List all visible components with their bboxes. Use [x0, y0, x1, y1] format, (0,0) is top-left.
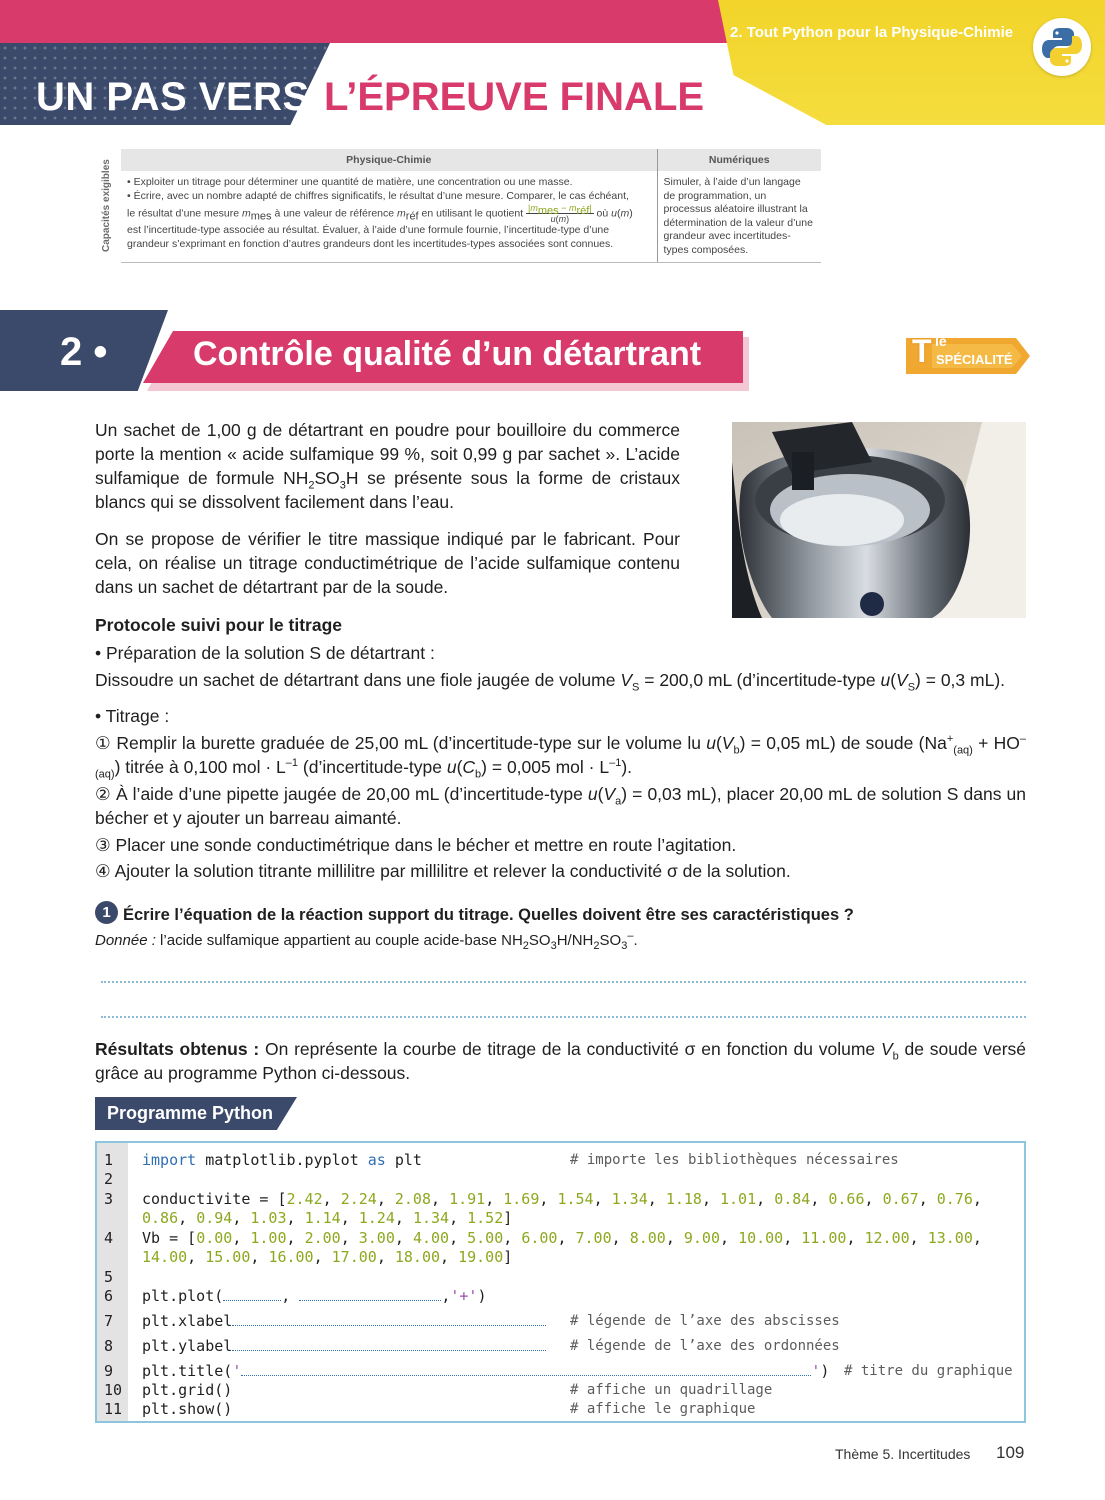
comment-title: # titre du graphique [844, 1363, 1013, 1379]
col-header-numeriques: Numériques [657, 149, 821, 171]
array-value: 1.00 [250, 1229, 287, 1247]
section-number: 2 • [60, 330, 108, 374]
array-value: 1.03 [250, 1209, 287, 1227]
quotient-formula: $\frac{|m_{mes} - m_{réf}|}{u(m)}$ [528, 203, 592, 224]
array-value: 3.00 [358, 1229, 395, 1247]
line-number: 3 [104, 1190, 114, 1208]
line-number: 11 [104, 1400, 123, 1418]
array-value: 8.00 [629, 1229, 666, 1247]
line-number: 7 [104, 1312, 114, 1330]
banner-title-right: L’ÉPREUVE FINALE [324, 75, 705, 119]
badge-t: T [912, 333, 932, 369]
question-donnee: Donnée : l’acide sulfamique appartient au couple acide-base $NH_2SO_3H/NH_2SO_3^-$. [95, 930, 638, 952]
cap-line-3: le résultat d’une mesure $m_{mes}$ à une valeur de référence $m_{réf}$ en utilisant le quotient $\frac{|m_{mes} - m_{réf}|}{u(m)}$ où u(m) [127, 203, 633, 224]
array-value: 0.76 [936, 1190, 973, 1208]
code-line-ylabel: plt.ylabel [142, 1337, 546, 1355]
array-value: 2.00 [304, 1229, 341, 1247]
comment-ylabel: # légende de l’axe des ordonnées [570, 1338, 840, 1354]
comment-show: # affiche le graphique [570, 1401, 756, 1417]
array-value: 0.84 [774, 1190, 811, 1208]
array-value: 6.00 [521, 1229, 558, 1247]
blank-plot-y[interactable] [299, 1289, 441, 1301]
comment-grid: # affiche un quadrillage [570, 1382, 773, 1398]
code-block [95, 1141, 1026, 1423]
array-value: 5.00 [467, 1229, 504, 1247]
blank-xlabel[interactable] [232, 1314, 546, 1326]
code-line-title: plt.title(' ') [142, 1362, 830, 1380]
prep-text: Dissoudre un sachet de détartrant dans une fiole jaugée de volume $V_S = 200,0$ mL (d’incertitude-type $u(V_S) = 0,3$ mL). [95, 670, 1006, 694]
intro-paragraph-1: Un sachet de 1,00 g de détartrant en poudre pour bouilloire du commerce porte la mention « acide sulfamique 99 %, soit 0,99 g par sachet ». L’acide sulfamique de formule $NH_2SO_3H$ se présente sous la forme de cristaux blancs qui se dissolvent facilement dans l’eau. [95, 420, 680, 512]
array-value: 1.01 [720, 1190, 757, 1208]
array-value: 16.00 [268, 1248, 314, 1266]
array-value: 2.08 [394, 1190, 431, 1208]
line-number: 1 [104, 1151, 114, 1169]
answer-line-2[interactable] [101, 1016, 1026, 1018]
python-logo-icon [1033, 18, 1091, 76]
protocol-heading: Protocole suivi pour le titrage [95, 615, 342, 635]
cap-line-5: grandeur s’exprimant en fonction d’autres grandeurs dont les incertitudes-types associées sont connues. [127, 237, 614, 250]
code-line-grid: plt.grid() [142, 1381, 233, 1399]
titrage-step-4: ④ Ajouter la solution titrante millilitre par millilitre et relever la conductivité σ de la solution. [95, 861, 791, 881]
line-number: 8 [104, 1337, 114, 1355]
series-title: 2. Tout Python pour la Physique-Chimie [730, 24, 1014, 41]
array-value: 7.00 [575, 1229, 612, 1247]
line-number: 10 [104, 1381, 123, 1399]
array-value: 4.00 [412, 1229, 450, 1247]
array-value: 1.54 [557, 1190, 594, 1208]
array-value: 14.00 [142, 1248, 188, 1266]
array-value: 18.00 [394, 1248, 441, 1266]
prep-title: • Préparation de la solution S de détartrant : [95, 643, 435, 663]
array-value: 0.00 [196, 1229, 233, 1247]
badge-le: le [935, 333, 947, 349]
array-value: 12.00 [864, 1229, 910, 1247]
array-value: 11.00 [801, 1229, 847, 1247]
code-line-conductivite-cont: 0.86, 0.94, 1.03, 1.14, 1.24, 1.34, 1.52] [142, 1209, 513, 1227]
array-value: 0.94 [196, 1209, 233, 1227]
titrage-step-3: ③ Placer une sonde conductimétrique dans le bécher et mettre en route l’agitation. [95, 835, 737, 855]
array-value: 1.34 [412, 1209, 450, 1227]
comment-xlabel: # légende de l’axe des abscisses [570, 1313, 840, 1329]
line-number: 4 [104, 1229, 114, 1247]
array-value: 1.52 [467, 1209, 504, 1227]
array-value: 1.24 [358, 1209, 395, 1227]
capacites-numeriques-cell: Simuler, à l’aide d’un langage de programmation, un processus aléatoire illustrant la détermination de la valeur d’une grandeur avec incertitudes-types composées. [657, 171, 821, 263]
blank-ylabel[interactable] [232, 1339, 546, 1351]
blank-plot-x[interactable] [223, 1289, 281, 1301]
comment-import: # importe les bibliothèques nécessaires [570, 1152, 899, 1168]
line-number: 5 [104, 1268, 114, 1286]
array-value: 19.00 [458, 1248, 504, 1266]
program-tab-label: Programme Python [107, 1103, 274, 1123]
answer-line-1[interactable] [101, 981, 1026, 983]
array-value: 0.86 [142, 1209, 179, 1227]
array-value: 10.00 [738, 1229, 784, 1247]
question-number-badge: 1 [95, 901, 118, 924]
code-line-import: import matplotlib.pyplot as plt [142, 1151, 422, 1169]
capacites-physique-cell [121, 171, 657, 263]
code-line-vb-cont: 14.00, 15.00, 16.00, 17.00, 18.00, 19.00] [142, 1248, 513, 1266]
array-value: 0.66 [828, 1190, 865, 1208]
array-value: 0.67 [882, 1190, 919, 1208]
array-value: 1.18 [665, 1190, 702, 1208]
line-number: 9 [104, 1362, 114, 1380]
page-number: 109 [996, 1443, 1025, 1462]
array-value: 1.34 [611, 1190, 648, 1208]
array-value: 1.14 [304, 1209, 341, 1227]
array-value: 2.42 [286, 1190, 323, 1208]
line-number: 6 [104, 1287, 114, 1305]
line-number: 2 [104, 1170, 114, 1188]
array-value: 2.24 [340, 1190, 377, 1208]
capacites-side-label: Capacités exigibles [101, 159, 112, 252]
footer-theme: Thème 5. Incertitudes [835, 1446, 971, 1462]
badge-specialite: SPÉCIALITÉ [936, 352, 1013, 367]
code-line-show: plt.show() [142, 1400, 233, 1418]
results-paragraph: Résultats obtenus : On représente la courbe de titrage de la conductivité σ en fonction du volume $V_b$ de soude versé grâce au programme Python ci-dessous. [95, 1039, 1026, 1083]
array-value: 13.00 [927, 1229, 973, 1247]
cap-line-4: est l’incertitude-type associée au résultat. Évaluer, à l’aide d’une formule fournie, l’incertitude-type d’une [127, 224, 610, 236]
question-text: Écrire l’équation de la réaction support du titrage. Quelles doivent être ses caractéristiques ? [123, 906, 854, 924]
capacites-table [121, 149, 821, 263]
array-value: 9.00 [683, 1229, 720, 1247]
code-line-plot: plt.plot( , ,'+') [142, 1287, 487, 1305]
array-value: 15.00 [205, 1248, 251, 1266]
banner-title-left: UN PAS VERS [36, 75, 310, 119]
cap-line-2: • Écrire, avec un nombre adapté de chiffres significatifs, le résultat d’une mesure. Comparer, le cas échéant, [127, 189, 629, 202]
header-pink-band [0, 0, 735, 43]
array-value: 1.69 [503, 1190, 540, 1208]
code-line-conductivite: conductivite = [2.42, 2.24, 2.08, 1.91, 1.69, 1.54, 1.34, 1.18, 1.01, 0.84, 0.66, 0.67, 0.76, [142, 1190, 991, 1208]
section-title: Contrôle qualité d’un détartrant [193, 335, 702, 373]
titrage-step-2: ② À l’aide d’une pipette jaugée de 20,00 mL (d’incertitude-type $u(V_a) = 0,03$ mL), placer 20,00 mL de solution S dans un bécher et y ajouter un barreau aimanté. [95, 784, 1026, 828]
kettle-photo [732, 422, 1026, 618]
array-value: 17.00 [331, 1248, 377, 1266]
titrage-title: • Titrage : [95, 706, 170, 726]
code-line-vb: Vb = [0.00, 1.00, 2.00, 3.00, 4.00, 5.00, 6.00, 7.00, 8.00, 9.00, 10.00, 11.00, 12.00, 13.00, [142, 1229, 991, 1247]
code-line-xlabel: plt.xlabel [142, 1312, 546, 1330]
array-value: 1.91 [449, 1190, 486, 1208]
col-header-physique: Physique-Chimie [121, 149, 657, 171]
titrage-step-1: ① Remplir la burette graduée de 25,00 mL (d’incertitude-type sur le volume lu $u(V_b) = 0,05$ mL) de soude $(Na^+_{(aq)} + HO^-_{(aq)})$ titrée à 0,100 mol · $L^{-1}$ (d’incertitude-type $u(C_b) = 0,005$ mol · $L^{-1}$). [95, 733, 1026, 781]
cap-line-1: • Exploiter un titrage pour déterminer une quantité de matière, une concentration ou une masse. [127, 176, 573, 188]
blank-title[interactable] [241, 1364, 811, 1376]
intro-paragraph-2: On se propose de vérifier le titre massique indiqué par le fabricant. Pour cela, on réalise un titrage conductimétrique de l’acide sulfamique contenu dans un sachet de détartrant par de la soude. [95, 529, 680, 597]
